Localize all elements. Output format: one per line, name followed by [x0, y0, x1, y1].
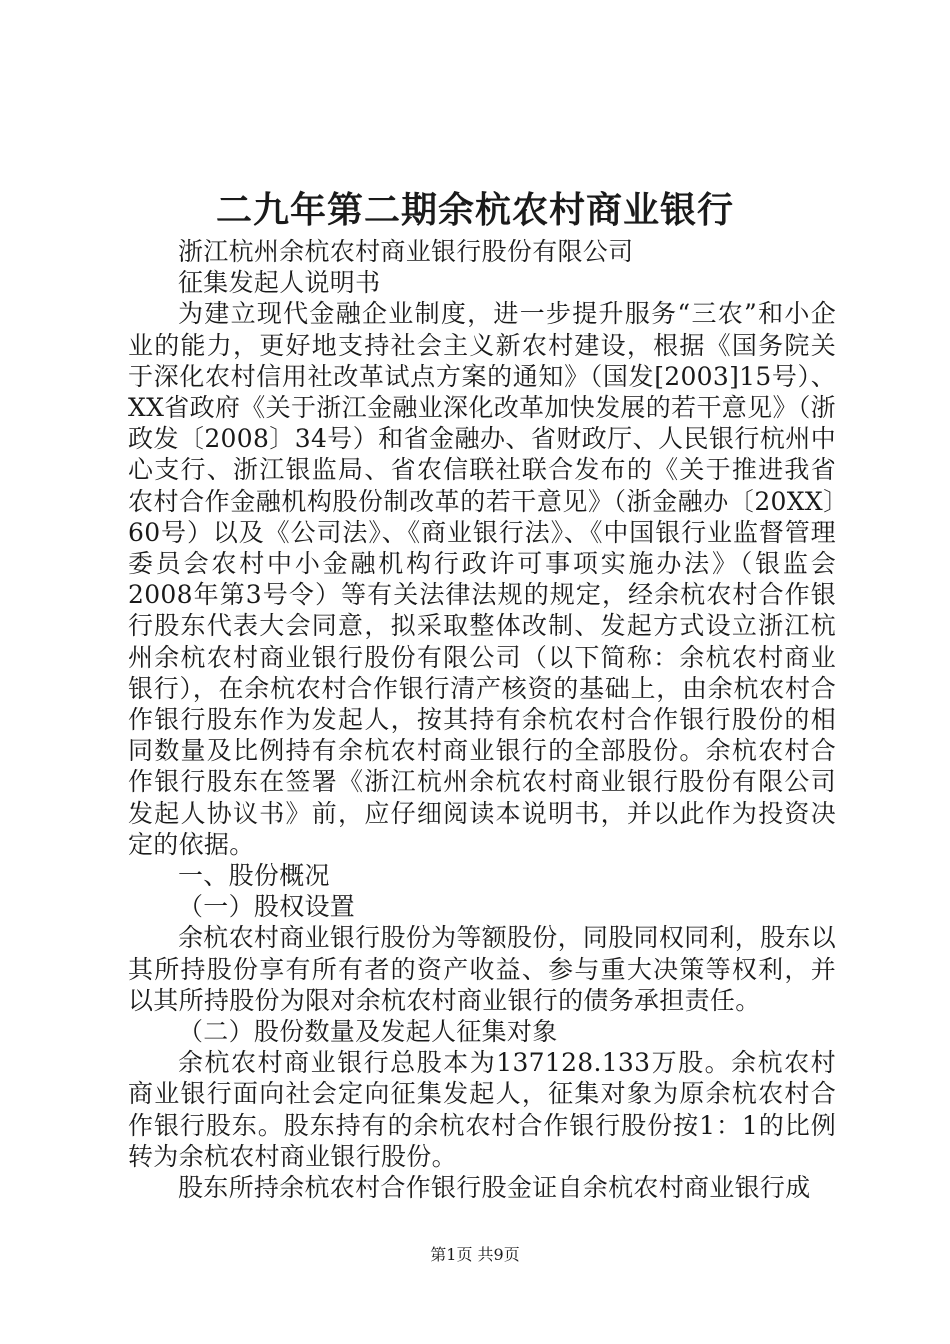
page-footer: 第1页 共9页 [430, 1245, 520, 1264]
subsection-heading-2: （二）股份数量及发起人征集对象 [178, 1017, 558, 1047]
subtitle-line: 征集发起人说明书 [178, 268, 381, 298]
shares-paragraph: 余杭农村商业银行总股本为137128.133万股。余杭农村商业银行面向社会定向征集发起人，征集对象为原余杭农村合作银行股东。股东持有的余杭农村合作银行股份按1：1的比例转为余杭农村商业银行股份。 [128, 1048, 836, 1171]
document-body [128, 236, 836, 1203]
intro-paragraph: 为建立现代金融企业制度，进一步提升服务“三农”和小企业的能力，更好地支持社会主义新农村建设，根据《国务院关于深化农村信用社改革试点方案的通知》（国发[2003]15号）、XX省政府《关于浙江金融业深化改革加快发展的若干意见》（浙政发〔2008〕34号）和省金融办、省财政厅、人民银行杭州中心支行、浙江银监局、省农信联社联合发布的《关于推进我省农村合作金融机构股份制改革的若干意见》（浙金融办〔20XX〕60号）以及《公司法》、《商业银行法》、《中国银行业监督管理委员会农村中小金融机构行政许可事项实施办法》（银监会2008年第3号令）等有关法律法规的规定，经余杭农村合作银行股东代表大会同意，拟采取整体改制、发起方式设立浙江杭州余杭农村商业银行股份有限公司（以下简称：余杭农村商业银行），在余杭农村合作银行清产核资的基础上，由余杭农村合作银行股东作为发起人，按其持有余杭农村合作银行股份的相同数量及比例持有余杭农村商业银行的全部股份。余杭农村合作银行股东在签署《浙江杭州余杭农村商业银行股份有限公司发起人协议书》前，应仔细阅读本说明书，并以此作为投资决定的依据。 [128, 299, 836, 859]
document-title: 二九年第二期余杭农村商业银行 [215, 189, 734, 231]
certificate-paragraph: 股东所持余杭农村合作银行股金证自余杭农村商业银行成 [178, 1173, 811, 1203]
subsection-heading-1: （一）股权设置 [178, 892, 356, 922]
equity-paragraph: 余杭农村商业银行股份为等额股份，同股同权同利，股东以其所持股份享有所有者的资产收益、参与重大决策等权利，并以其所持股份为限对余杭农村商业银行的债务承担责任。 [128, 923, 836, 1015]
section-heading-1: 一、股份概况 [178, 861, 330, 891]
company-name-line: 浙江杭州余杭农村商业银行股份有限公司 [178, 237, 634, 266]
